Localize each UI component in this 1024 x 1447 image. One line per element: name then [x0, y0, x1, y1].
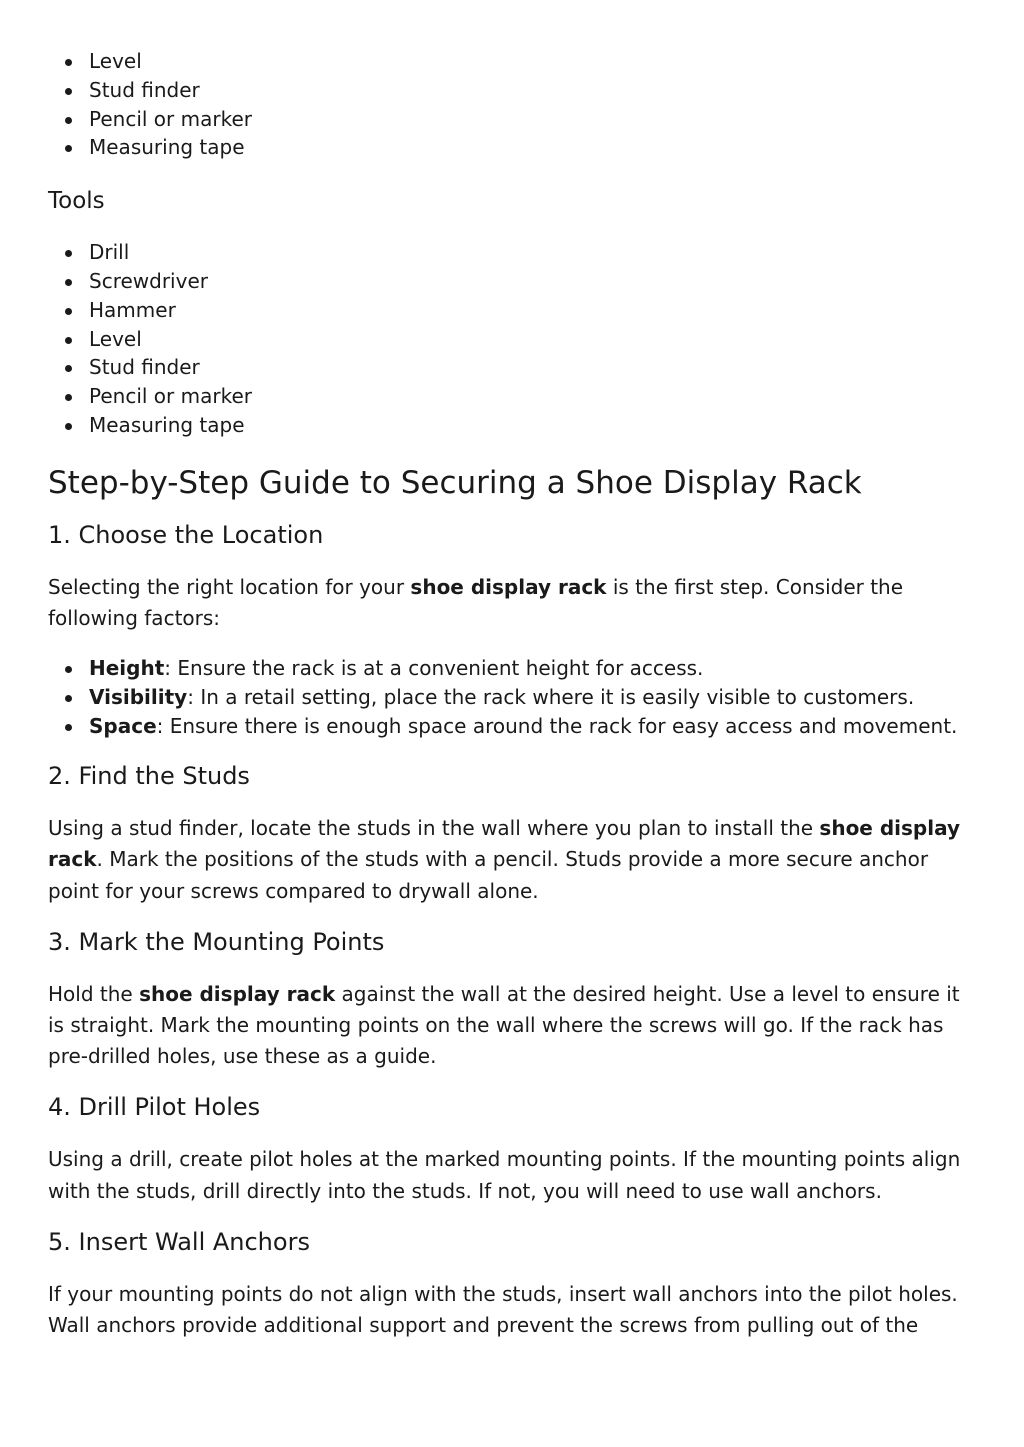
tools-list	[48, 238, 976, 440]
step-5-paragraph: If your mounting points do not align with the studs, insert wall anchors into the pilot holes. Wall anchors provide additional support and prevent the screws from pulling out of the	[48, 1281, 958, 1337]
tools-heading: Tools	[48, 188, 105, 215]
guide-title: Step-by-Step Guide to Securing a Shoe Display Rack	[48, 464, 862, 501]
bold-keyword: shoe display rack	[48, 816, 960, 872]
step-2-heading: 2. Find the Studs	[48, 762, 250, 791]
step-1-heading: 1. Choose the Location	[48, 520, 324, 549]
list-item: Hammer	[48, 296, 976, 325]
list-item: Level	[48, 325, 976, 354]
list-item: Measuring tape	[48, 411, 976, 440]
step-3-paragraph: Hold the shoe display rack against the wall at the desired height. Use a level to ensure it is straight. Mark the mounting points on the wall where the screws will go. If the rack has pre-drilled holes, use these as a guide.	[48, 981, 960, 1069]
location-factors-list	[48, 654, 976, 741]
bold-keyword: shoe display rack	[410, 574, 607, 599]
list-item: Screwdriver	[48, 267, 976, 296]
step-3-heading: 3. Mark the Mounting Points	[48, 927, 385, 956]
step-5-heading: 5. Insert Wall Anchors	[48, 1227, 310, 1256]
step-1-paragraph: Selecting the right location for your shoe display rack is the first step. Consider the following factors:	[48, 574, 904, 630]
list-item: Pencil or marker	[48, 105, 976, 134]
list-item: Measuring tape	[48, 133, 976, 162]
list-item: Drill	[48, 238, 976, 267]
list-item: Stud finder	[48, 353, 976, 382]
list-item: Height: Ensure the rack is at a convenient height for access.	[48, 654, 976, 683]
list-item: Space: Ensure there is enough space around the rack for easy access and movement.	[48, 712, 976, 741]
list-item: Stud finder	[48, 76, 976, 105]
step-4-heading: 4. Drill Pilot Holes	[48, 1093, 261, 1122]
bold-keyword: shoe display rack	[139, 981, 336, 1006]
materials-list	[48, 47, 976, 162]
list-item: Level	[48, 47, 976, 76]
step-4-paragraph: Using a drill, create pilot holes at the marked mounting points. If the mounting points align with the studs, drill directly into the studs. If not, you will need to use wall anchors.	[48, 1147, 961, 1203]
list-item: Pencil or marker	[48, 382, 976, 411]
step-2-paragraph: Using a stud finder, locate the studs in the wall where you plan to install the shoe display rack. Mark the positions of the studs with a pencil. Studs provide a more secure anchor point for your screws compared to drywall alone.	[48, 816, 960, 903]
list-item: Visibility: In a retail setting, place the rack where it is easily visible to customers.	[48, 683, 976, 712]
